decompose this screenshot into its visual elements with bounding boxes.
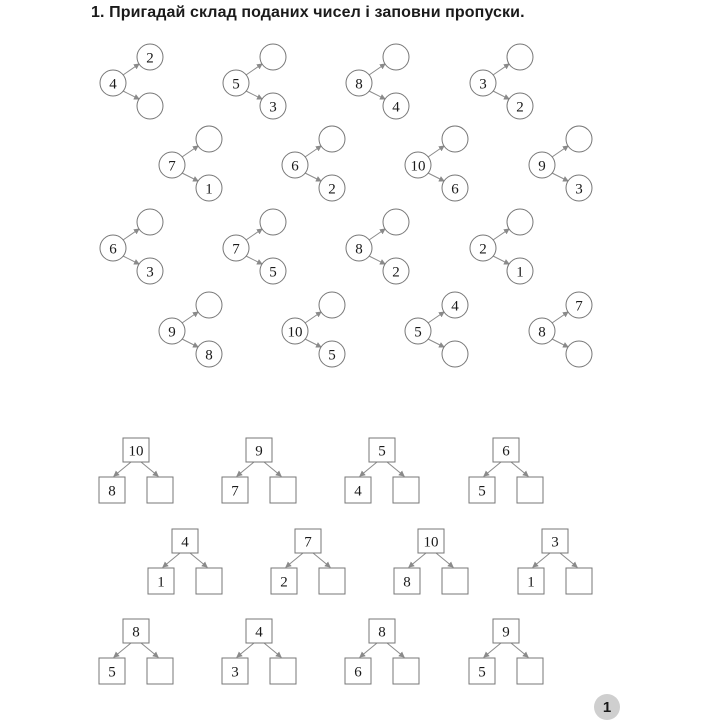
circle-diagram xyxy=(282,292,345,367)
arrow-left xyxy=(237,643,254,657)
bottom-part-number: 2 xyxy=(328,181,336,198)
arrow-left xyxy=(286,553,303,567)
arrow-up xyxy=(305,312,321,323)
whole-number: 2 xyxy=(479,241,487,258)
arrow-right xyxy=(436,553,453,567)
arrow-down xyxy=(123,91,139,99)
box-diagram xyxy=(518,529,592,594)
exercise-text: Пригадай склад поданих чисел і заповни пропуски. xyxy=(109,4,525,21)
arrow-right xyxy=(313,553,330,567)
arrow-down xyxy=(493,91,509,99)
whole-number: 9 xyxy=(502,624,510,641)
whole-number: 10 xyxy=(287,324,303,341)
circle-diagram xyxy=(529,126,592,201)
bottom-part-number: 3 xyxy=(269,99,277,116)
circle-diagram xyxy=(346,209,409,284)
whole-number: 10 xyxy=(128,443,144,460)
top-part-circle[interactable] xyxy=(319,292,345,318)
whole-number: 10 xyxy=(410,158,426,175)
left-part-number: 8 xyxy=(108,483,116,500)
bottom-part-number: 5 xyxy=(328,347,336,364)
arrow-right xyxy=(560,553,577,567)
whole-number: 3 xyxy=(551,534,559,551)
arrow-up xyxy=(493,64,509,75)
right-part-box[interactable] xyxy=(147,477,173,503)
whole-number: 4 xyxy=(181,534,189,551)
arrow-up xyxy=(552,312,568,323)
arrow-down xyxy=(369,91,385,99)
right-part-box[interactable] xyxy=(319,568,345,594)
top-part-circle[interactable] xyxy=(566,126,592,152)
arrow-left xyxy=(237,462,254,476)
whole-number: 5 xyxy=(378,443,386,460)
bottom-part-number: 5 xyxy=(269,264,277,281)
bottom-part-number: 4 xyxy=(392,99,400,116)
circle-diagram xyxy=(405,126,468,201)
arrow-up xyxy=(123,64,139,75)
top-part-circle[interactable] xyxy=(442,126,468,152)
circle-diagram xyxy=(346,44,409,119)
right-part-box[interactable] xyxy=(442,568,468,594)
arrow-up xyxy=(369,64,385,75)
whole-number: 4 xyxy=(255,624,263,641)
box-diagram xyxy=(222,438,296,503)
arrow-up xyxy=(552,146,568,157)
box-diagram xyxy=(222,619,296,684)
circle-diagram xyxy=(100,209,163,284)
whole-number: 9 xyxy=(255,443,263,460)
arrow-right xyxy=(387,462,404,476)
left-part-number: 3 xyxy=(231,664,239,681)
right-part-box[interactable] xyxy=(147,658,173,684)
circle-diagram xyxy=(282,126,345,201)
bottom-part-number: 2 xyxy=(392,264,400,281)
box-diagram xyxy=(345,619,419,684)
bottom-part-number: 2 xyxy=(516,99,524,116)
arrow-up xyxy=(428,146,444,157)
arrow-down xyxy=(493,256,509,264)
arrow-down xyxy=(369,256,385,264)
top-part-circle[interactable] xyxy=(196,126,222,152)
exercise-number: 1. xyxy=(91,4,105,21)
arrow-left xyxy=(114,643,131,657)
right-part-box[interactable] xyxy=(270,658,296,684)
bottom-part-circle[interactable] xyxy=(566,341,592,367)
arrow-right xyxy=(190,553,207,567)
box-diagram xyxy=(345,438,419,503)
arrow-down xyxy=(123,256,139,264)
circle-diagram xyxy=(470,209,533,284)
arrow-up xyxy=(493,229,509,240)
top-part-circle[interactable] xyxy=(383,209,409,235)
top-part-circle[interactable] xyxy=(507,209,533,235)
arrow-right xyxy=(387,643,404,657)
arrow-up xyxy=(305,146,321,157)
whole-number: 5 xyxy=(232,76,240,93)
whole-number: 6 xyxy=(291,158,299,175)
right-part-box[interactable] xyxy=(393,477,419,503)
bottom-part-number: 1 xyxy=(516,264,524,281)
right-part-box[interactable] xyxy=(270,477,296,503)
arrow-down xyxy=(552,173,568,181)
whole-number: 7 xyxy=(232,241,240,258)
arrow-right xyxy=(511,462,528,476)
top-part-circle[interactable] xyxy=(319,126,345,152)
whole-number: 6 xyxy=(502,443,510,460)
top-part-number: 7 xyxy=(575,298,583,315)
arrow-left xyxy=(484,643,501,657)
left-part-number: 5 xyxy=(478,483,486,500)
whole-number: 8 xyxy=(355,241,363,258)
whole-number: 10 xyxy=(423,534,439,551)
bottom-part-circle[interactable] xyxy=(442,341,468,367)
left-part-number: 5 xyxy=(108,664,116,681)
circle-diagrams xyxy=(100,44,592,367)
arrow-down xyxy=(246,256,262,264)
arrow-down xyxy=(428,339,444,347)
arrow-up xyxy=(182,146,198,157)
page-number-badge xyxy=(594,694,620,720)
arrow-left xyxy=(163,553,180,567)
left-part-number: 1 xyxy=(157,574,165,591)
arrow-up xyxy=(246,229,262,240)
arrow-down xyxy=(428,173,444,181)
arrow-left xyxy=(360,462,377,476)
box-diagram xyxy=(99,619,173,684)
arrow-down xyxy=(305,339,321,347)
arrow-down xyxy=(246,91,262,99)
box-diagram xyxy=(469,438,543,503)
whole-number: 7 xyxy=(168,158,176,175)
top-part-circle[interactable] xyxy=(260,44,286,70)
right-part-box[interactable] xyxy=(517,477,543,503)
whole-number: 6 xyxy=(109,241,117,258)
arrow-left xyxy=(484,462,501,476)
circle-diagram xyxy=(223,209,286,284)
arrow-up xyxy=(369,229,385,240)
whole-number: 9 xyxy=(538,158,546,175)
arrow-down xyxy=(182,173,198,181)
whole-number: 5 xyxy=(414,324,422,341)
bottom-part-number: 3 xyxy=(575,181,583,198)
arrow-right xyxy=(264,462,281,476)
whole-number: 8 xyxy=(378,624,386,641)
bottom-part-circle[interactable] xyxy=(137,93,163,119)
arrow-up xyxy=(428,312,444,323)
circle-diagram xyxy=(159,126,222,201)
box-diagram xyxy=(469,619,543,684)
box-diagram xyxy=(148,529,222,594)
arrow-down xyxy=(552,339,568,347)
right-part-box[interactable] xyxy=(566,568,592,594)
circle-diagram xyxy=(223,44,286,119)
box-diagram xyxy=(394,529,468,594)
left-part-number: 7 xyxy=(231,483,239,500)
whole-number: 9 xyxy=(168,324,176,341)
arrow-right xyxy=(511,643,528,657)
whole-number: 3 xyxy=(479,76,487,93)
arrow-up xyxy=(123,229,139,240)
left-part-number: 6 xyxy=(354,664,362,681)
circle-diagram xyxy=(470,44,533,119)
top-part-number: 2 xyxy=(146,50,154,67)
arrow-right xyxy=(141,643,158,657)
arrow-left xyxy=(360,643,377,657)
right-part-box[interactable] xyxy=(517,658,543,684)
top-part-circle[interactable] xyxy=(383,44,409,70)
circle-diagram xyxy=(100,44,163,119)
top-part-number: 4 xyxy=(451,298,459,315)
top-part-circle[interactable] xyxy=(196,292,222,318)
circle-diagram xyxy=(159,292,222,367)
arrow-right xyxy=(141,462,158,476)
left-part-number: 8 xyxy=(403,574,411,591)
arrow-down xyxy=(305,173,321,181)
arrow-left xyxy=(409,553,426,567)
right-part-box[interactable] xyxy=(196,568,222,594)
bottom-part-number: 1 xyxy=(205,181,213,198)
bottom-part-number: 6 xyxy=(451,181,459,198)
box-diagram xyxy=(271,529,345,594)
whole-number: 8 xyxy=(132,624,140,641)
arrow-up xyxy=(182,312,198,323)
arrow-left xyxy=(533,553,550,567)
arrow-right xyxy=(264,643,281,657)
arrow-down xyxy=(182,339,198,347)
left-part-number: 5 xyxy=(478,664,486,681)
top-part-circle[interactable] xyxy=(260,209,286,235)
box-diagrams xyxy=(99,438,592,684)
circle-diagram xyxy=(529,292,592,367)
whole-number: 7 xyxy=(304,534,312,551)
page-number: 1 xyxy=(602,698,612,716)
left-part-number: 4 xyxy=(354,483,362,500)
box-diagram xyxy=(99,438,173,503)
whole-number: 4 xyxy=(109,76,117,93)
left-part-number: 2 xyxy=(280,574,288,591)
top-part-circle[interactable] xyxy=(137,209,163,235)
right-part-box[interactable] xyxy=(393,658,419,684)
bottom-part-number: 8 xyxy=(205,347,213,364)
top-part-circle[interactable] xyxy=(507,44,533,70)
whole-number: 8 xyxy=(538,324,546,341)
circle-diagram xyxy=(405,292,468,367)
left-part-number: 1 xyxy=(527,574,535,591)
whole-number: 8 xyxy=(355,76,363,93)
arrow-up xyxy=(246,64,262,75)
bottom-part-number: 3 xyxy=(146,264,154,281)
arrow-left xyxy=(114,462,131,476)
